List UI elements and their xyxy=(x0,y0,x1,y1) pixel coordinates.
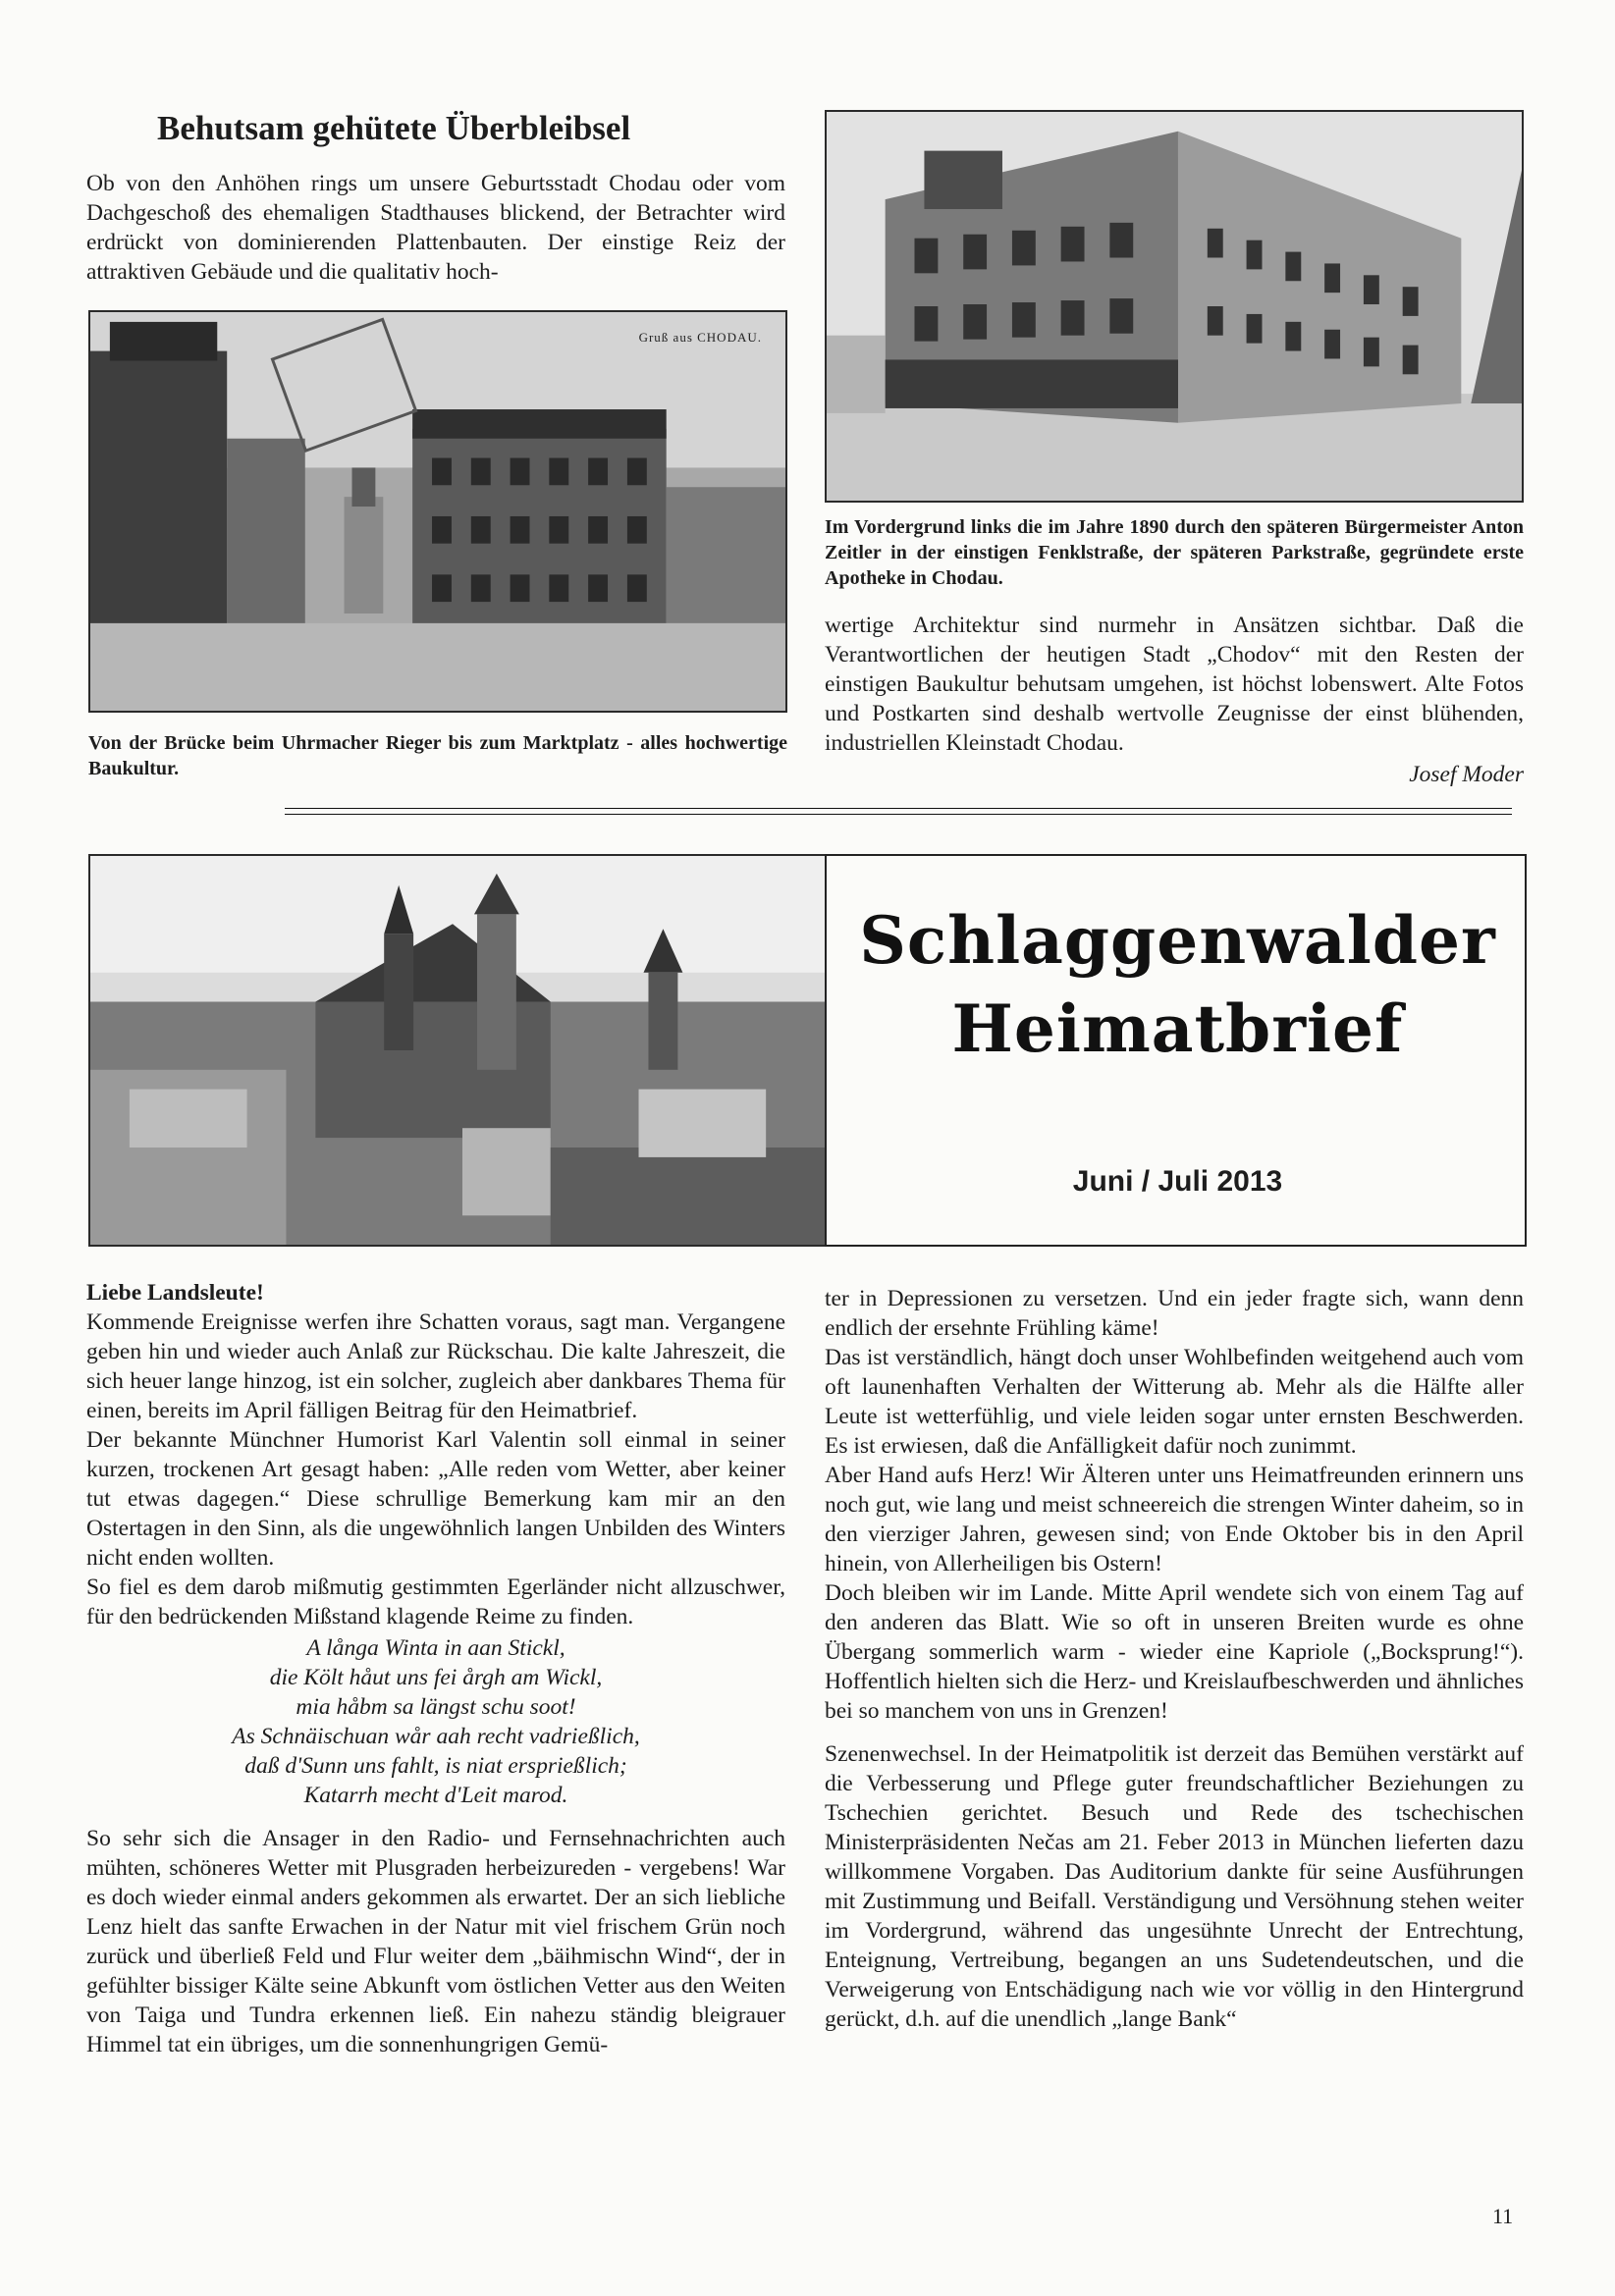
photo-pharmacy-building xyxy=(825,110,1524,503)
masthead-title-line2: Heimatbrief xyxy=(951,990,1404,1067)
postcard-greeting-label: Gruß aus CHODAU. xyxy=(638,330,762,345)
poem-line: die Költ håut uns fei årgh am Wickl, xyxy=(269,1665,603,1690)
photo-postcard-street xyxy=(88,310,787,713)
masthead-title-line1: Schlaggenwalder xyxy=(859,902,1496,979)
dialect-poem xyxy=(86,1633,785,1810)
paragraph: Szenenwechsel. In der Heimatpolitik ist derzeit das Bemühen verstärkt auf die Verbesserung und Pflege guter freundschaftlicher Beziehungen zu Tschechien gerichtet. Besuch und Rede des tschechischen Ministerpräsidenten Nečas am 21. Feber 2013 in München lieferten dazu willkommene Vorgaben. Das Auditorium dankte für seine Ausführungen mit Zustimmung und Beifall. Verständigung und Versöhnung stehen weiter im Vordergrund, während das ungesühnte Unrecht der Entrechtung, Enteignung, Vertreibung, begangen an uns Sudetendeutschen, und die Verweigerung von Entschädigung nach wie vor völlig in den Hintergrund gerückt, d.h. auf die unendlich „lange Bank“ xyxy=(825,1741,1524,2032)
article-intro: Ob von den Anhöhen rings um unsere Geburtsstadt Chodau oder vom Dachgeschoß des ehemaligen Stadthauses blickend, der Betrachter wird erdrückt von dominierenden Plattenbauten. Der einstige Reiz der attraktiven Gebäude und die qualitativ hoch- xyxy=(86,171,785,285)
salutation: Liebe Landsleute! xyxy=(86,1280,264,1306)
poem-line: A långa Winta in aan Stickl, xyxy=(306,1635,565,1661)
paragraph: Der bekannte Münchner Humorist Karl Valentin soll einmal in seiner kurzen, trockenen Art gesagt haben: „Alle reden vom Wetter, aber keiner tut etwas dagegen.“ Diese schrullige Bemerkung kam mir an den Ostertagen in den Sinn, als die ungewöhnlich langen Unbilden des Winters nicht enden wollten. xyxy=(86,1427,785,1571)
paragraph: ter in Depressionen zu versetzen. Und ein jeder fragte sich, wann denn endlich der ersehnte Frühling käme! xyxy=(825,1286,1524,1341)
caption-right: Im Vordergrund links die im Jahre 1890 durch den späteren Bürgermeister Anton Zeitler in der einstigen Fenklstraße, der späteren Parkstraße, gegründete erste Apotheke in Chodau. xyxy=(825,516,1524,589)
poem-line: Katarrh mecht d'Leit marod. xyxy=(303,1783,568,1808)
paragraph: Kommende Ereignisse werfen ihre Schatten voraus, sagt man. Vergangene geben hin und wieder auch Anlaß zur Rückschau. Die kalte Jahreszeit, die sich heuer lange hinzog, ist ein solcher, zugleich aber dankbares Thema für einen, bereits im April fälligen Beitrag für den Heimatbrief. xyxy=(86,1309,785,1423)
church-town-image xyxy=(90,856,827,1245)
pharmacy-building-image xyxy=(827,112,1522,501)
article-continuation: wertige Architektur sind nurmehr in Ansätzen sichtbar. Daß die Verantwortlichen der heutigen Stadt „Chodov“ mit den Resten der einstigen Baukultur behutsam umgehen, ist höchst lobenswert. Alte Fotos und Postkarten sind deshalb wertvolle Zeugnisse der einst blühenden, industriellen Kleinstadt Chodau. xyxy=(825,613,1524,756)
photo-church-town xyxy=(88,854,827,1247)
paragraph: Das ist verständlich, hängt doch unser Wohlbefinden weitgehend auch vom oft launenhaften Verhalten der Witterung ab. Mehr als die Hälfte aller Leute ist wetterfühlig, und viele leiden sogar unter ernsten Beschwerden. Es ist erwiesen, daß die Anfälligkeit dafür noch zunimmt. xyxy=(825,1345,1524,1459)
poem-line: As Schnäischuan wår aah recht vadrießlich, xyxy=(232,1724,640,1749)
poem-line: daß d'Sunn uns fahlt, is niat ersprießlich; xyxy=(244,1753,627,1779)
author-signature: Josef Moder xyxy=(1409,762,1524,787)
page-number: 11 xyxy=(1492,2204,1514,2228)
caption-left: Von der Brücke beim Uhrmacher Rieger bis zum Marktplatz - alles hochwertige Baukultur. xyxy=(88,732,787,779)
divider-rule-top xyxy=(285,808,1512,809)
masthead-box xyxy=(825,854,1527,1247)
article2-right-column xyxy=(825,1284,1524,2034)
article2-left-column xyxy=(86,1278,785,2059)
paragraph: Doch bleiben wir im Lande. Mitte April wendete sich von einem Tag auf den anderen das Blatt. Wie so oft in unseren Breiten wurde es ohne Übergang sommerlich warm - wieder eine Kapriole („Bocksprung!“). Hoffentlich hielten sich die Herz- und Kreislaufbeschwerden und ähnliches bei so manchem von uns in Grenzen! xyxy=(825,1580,1524,1724)
masthead-issue-date: Juni / Juli 2013 xyxy=(1072,1165,1283,1198)
postcard-street-image xyxy=(90,312,785,711)
poem-line: mia håbm sa längst schu soot! xyxy=(296,1694,576,1720)
article-title: Behutsam gehütete Überbleibsel xyxy=(157,109,631,147)
paragraph: So fiel es dem darob mißmutig gestimmten Egerländer nicht allzuschwer, für den bedrückenden Mißstand klagende Reime zu finden. xyxy=(86,1575,785,1629)
divider-rule-bottom xyxy=(285,814,1512,815)
paragraph: So sehr sich die Ansager in den Radio- und Fernsehnachrichten auch mühten, schöneres Wetter mit Plusgraden herbeizureden - vergebens! War es doch wieder einmal anders gekommen als erwartet. Der an sich liebliche Lenz hielt das sanfte Erwachen in der Natur mit viel frischem Grün noch zurück und überließ Feld und Flur weiter dem „bäihmischn Wind“, der in gefühlter bissiger Kälte seine Abkunft vom östlichen Vetter aus den Weiten von Taiga und Tundra erkennen ließ. Ein nahezu ständig bleigrauer Himmel tat ein übriges, um die sonnenhungrigen Gemü- xyxy=(86,1826,785,2057)
paragraph: Aber Hand aufs Herz! Wir Älteren unter uns Heimatfreunden erinnern uns noch gut, wie lang und meist schneereich die strengen Winter daheim, so in den vierziger Jahren, gewesen sind; von Ende Oktober bis in den April hinein, von Allerheiligen bis Ostern! xyxy=(825,1463,1524,1576)
